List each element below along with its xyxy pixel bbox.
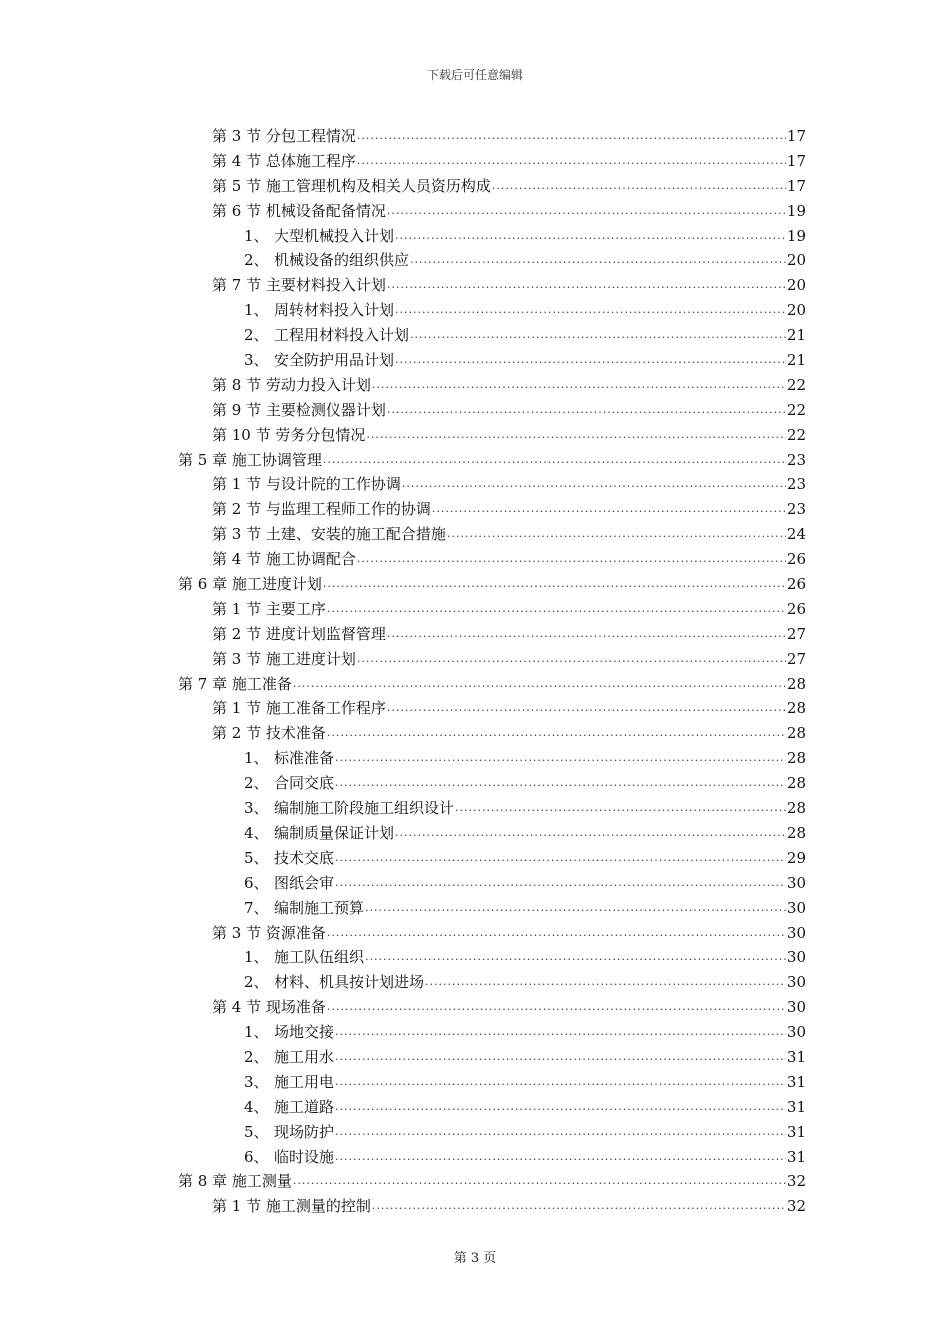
toc-entry-page: 30	[786, 898, 806, 917]
toc-entry-number: 5、	[244, 848, 269, 867]
toc-entry-page: 22	[786, 400, 806, 419]
toc-entry[interactable]	[0, 846, 806, 871]
toc-dot-leader	[366, 423, 786, 448]
toc-entry-page: 28	[786, 724, 806, 743]
toc-dot-leader	[335, 1095, 786, 1120]
toc-entry[interactable]	[0, 273, 806, 298]
toc-entry[interactable]	[0, 622, 806, 647]
toc-entry-label	[212, 174, 492, 199]
toc-entry-label	[244, 945, 365, 970]
toc-entry-page: 30	[786, 948, 806, 967]
toc-entry-page: 17	[786, 127, 806, 145]
toc-dot-leader	[410, 248, 786, 273]
toc-entry-text: 第 5 节 施工管理机构及相关人员资历构成	[212, 176, 491, 195]
toc-entry-label	[212, 398, 387, 423]
toc-entry-label	[212, 149, 357, 174]
toc-entry-label	[212, 647, 357, 672]
table-of-contents	[0, 124, 950, 1219]
toc-entry-label	[244, 1120, 335, 1145]
toc-entry-page: 30	[786, 998, 806, 1017]
toc-entry-text: 安全防护用品计划	[274, 351, 395, 370]
toc-entry-page: 31	[786, 1072, 806, 1091]
toc-entry-text: 临时设施	[274, 1147, 335, 1166]
toc-entry-page: 31	[786, 1047, 806, 1066]
toc-dot-leader	[335, 1145, 786, 1170]
toc-entry-text: 第 1 节 施工测量的控制	[212, 1197, 371, 1216]
toc-dot-leader	[372, 373, 786, 398]
toc-entry-text: 第 4 节 施工协调配合	[212, 550, 356, 569]
toc-entry[interactable]	[0, 398, 806, 423]
toc-entry[interactable]	[0, 597, 806, 622]
toc-entry-page: 30	[786, 923, 806, 942]
toc-dot-leader	[293, 1169, 786, 1194]
toc-entry-number: 2、	[244, 1047, 269, 1066]
toc-dot-leader	[335, 1045, 786, 1070]
toc-dot-leader	[335, 1070, 786, 1095]
toc-entry-text: 第 3 节 施工进度计划	[212, 649, 356, 668]
toc-dot-leader	[357, 124, 786, 149]
toc-entry-page: 23	[786, 500, 806, 519]
toc-entry-page: 21	[786, 326, 806, 345]
toc-dot-leader	[335, 846, 786, 871]
toc-entry-label	[244, 1145, 335, 1170]
toc-entry-page: 28	[786, 799, 806, 818]
toc-entry-label	[212, 273, 387, 298]
toc-entry[interactable]	[0, 1120, 806, 1145]
toc-entry-label	[212, 1194, 372, 1219]
toc-entry-text: 第 3 节 资源准备	[212, 923, 326, 942]
toc-dot-leader	[387, 398, 786, 423]
toc-entry[interactable]	[0, 647, 806, 672]
toc-entry-label	[244, 846, 335, 871]
toc-entry-text: 现场防护	[274, 1122, 335, 1141]
toc-entry[interactable]	[0, 721, 806, 746]
toc-entry[interactable]	[0, 871, 806, 896]
toc-entry-text: 场地交接	[274, 1023, 335, 1042]
toc-dot-leader	[335, 871, 786, 896]
toc-entry-page: 29	[786, 848, 806, 867]
toc-dot-leader	[387, 273, 786, 298]
toc-entry[interactable]	[0, 970, 806, 995]
toc-dot-leader	[323, 572, 786, 597]
toc-entry-number: 1、	[244, 749, 269, 768]
toc-dot-leader	[395, 298, 786, 323]
toc-entry[interactable]	[0, 1095, 806, 1120]
toc-entry[interactable]	[0, 1145, 806, 1170]
toc-dot-leader	[357, 647, 786, 672]
toc-entry-page: 19	[786, 201, 806, 220]
toc-entry-page: 28	[786, 699, 806, 718]
toc-entry[interactable]	[0, 945, 806, 970]
page-number: 第 3 页	[453, 1251, 497, 1266]
toc-entry[interactable]	[0, 248, 806, 273]
toc-entry-text: 第 6 节 机械设备配备情况	[212, 201, 386, 220]
toc-entry-text: 工程用材料投入计划	[274, 326, 410, 345]
toc-entry[interactable]	[0, 771, 806, 796]
toc-entry-text: 第 7 章 施工准备	[178, 674, 292, 693]
toc-entry-number: 7、	[244, 898, 269, 917]
toc-entry[interactable]	[0, 547, 806, 572]
toc-entry-text: 施工用水	[274, 1047, 335, 1066]
toc-entry[interactable]	[0, 373, 806, 398]
toc-entry-label	[244, 298, 395, 323]
toc-entry-number: 1、	[244, 226, 269, 245]
toc-entry-label	[212, 921, 327, 946]
toc-dot-leader	[357, 547, 786, 572]
toc-dot-leader	[395, 348, 786, 373]
toc-dot-leader	[357, 149, 786, 174]
toc-entry[interactable]	[0, 199, 806, 224]
toc-entry-text: 第 1 节 主要工序	[212, 599, 326, 618]
toc-entry-label	[244, 821, 395, 846]
toc-entry-text: 第 3 节 分包工程情况	[212, 127, 356, 145]
toc-entry-text: 第 6 章 施工进度计划	[178, 575, 322, 594]
toc-entry-number: 3、	[244, 351, 269, 370]
toc-dot-leader	[432, 497, 786, 522]
toc-entry-text: 第 8 章 施工测量	[178, 1172, 292, 1191]
toc-entry-label	[212, 373, 372, 398]
toc-dot-leader	[455, 796, 786, 821]
toc-entry-label	[212, 995, 327, 1020]
toc-entry-number: 6、	[244, 873, 269, 892]
toc-entry-text: 第 2 节 技术准备	[212, 724, 326, 743]
toc-entry[interactable]	[0, 423, 806, 448]
toc-entry-label	[212, 497, 432, 522]
toc-dot-leader	[387, 199, 786, 224]
toc-entry-text: 标准准备	[274, 749, 335, 768]
toc-entry-number: 6、	[244, 1147, 269, 1166]
toc-entry[interactable]	[0, 348, 806, 373]
toc-entry-text: 施工道路	[274, 1097, 335, 1116]
toc-entry-text: 第 9 节 主要检测仪器计划	[212, 400, 386, 419]
toc-entry[interactable]	[0, 921, 806, 946]
toc-dot-leader	[402, 472, 786, 497]
toc-entry-number: 3、	[244, 799, 269, 818]
toc-entry-label	[178, 572, 323, 597]
toc-entry-label	[212, 721, 327, 746]
toc-entry-label	[178, 448, 323, 473]
toc-dot-leader	[387, 696, 786, 721]
toc-entry-page: 26	[786, 550, 806, 569]
toc-entry-page: 28	[786, 823, 806, 842]
toc-entry-page: 30	[786, 1023, 806, 1042]
toc-dot-leader	[327, 921, 786, 946]
toc-entry-text: 施工队伍组织	[274, 948, 365, 967]
toc-entry-label	[244, 871, 335, 896]
toc-entry[interactable]	[0, 497, 806, 522]
toc-entry-number: 1、	[244, 301, 269, 320]
toc-entry[interactable]	[0, 1169, 806, 1194]
toc-dot-leader	[327, 597, 786, 622]
toc-entry-text: 合同交底	[274, 774, 335, 793]
toc-entry[interactable]	[0, 995, 806, 1020]
toc-entry-label	[212, 423, 366, 448]
toc-entry[interactable]	[0, 224, 806, 249]
toc-entry-number: 3、	[244, 1072, 269, 1091]
toc-entry-text: 第 4 节 总体施工程序	[212, 151, 356, 170]
toc-entry-label	[178, 1169, 293, 1194]
toc-entry-page: 32	[786, 1197, 806, 1216]
toc-entry-label	[244, 1095, 335, 1120]
toc-entry-page: 22	[786, 375, 806, 394]
toc-entry[interactable]	[0, 174, 806, 199]
toc-dot-leader	[365, 945, 786, 970]
toc-dot-leader	[327, 995, 786, 1020]
toc-entry-number: 5、	[244, 1122, 269, 1141]
toc-dot-leader	[410, 323, 786, 348]
toc-entry[interactable]	[0, 696, 806, 721]
toc-entry-number: 2、	[244, 251, 269, 270]
toc-entry[interactable]	[0, 821, 806, 846]
toc-entry-label	[212, 124, 357, 149]
toc-entry-page: 20	[786, 276, 806, 295]
toc-entry[interactable]	[0, 472, 806, 497]
toc-entry-page: 26	[786, 575, 806, 594]
toc-entry-text: 第 2 节 与监理工程师工作的协调	[212, 500, 431, 519]
toc-dot-leader	[447, 522, 786, 547]
toc-entry-text: 编制施工预算	[274, 898, 365, 917]
toc-dot-leader	[372, 1194, 786, 1219]
toc-entry-label	[244, 970, 425, 995]
toc-dot-leader	[335, 746, 786, 771]
toc-entry-text: 第 3 节 土建、安装的施工配合措施	[212, 525, 446, 544]
toc-entry-page: 22	[786, 425, 806, 444]
toc-entry-text: 第 7 节 主要材料投入计划	[212, 276, 386, 295]
toc-entry-text: 第 8 节 劳动力投入计划	[212, 375, 371, 394]
toc-entry-text: 第 10 节 劳务分包情况	[212, 425, 366, 444]
toc-entry-number: 4、	[244, 1097, 269, 1116]
toc-entry-page: 24	[786, 525, 806, 544]
toc-dot-leader	[365, 896, 786, 921]
toc-entry-text: 施工用电	[274, 1072, 335, 1091]
toc-entry[interactable]	[0, 572, 806, 597]
toc-entry[interactable]	[0, 1045, 806, 1070]
toc-entry-label	[244, 248, 410, 273]
toc-entry-page: 31	[786, 1147, 806, 1166]
toc-entry-label	[178, 672, 293, 697]
toc-entry-page: 32	[786, 1172, 806, 1191]
toc-entry-label	[244, 348, 395, 373]
toc-entry-label	[212, 547, 357, 572]
toc-dot-leader	[323, 448, 786, 473]
toc-entry-page: 27	[786, 624, 806, 643]
toc-entry-label	[212, 199, 387, 224]
toc-entry-number: 2、	[244, 774, 269, 793]
toc-entry-text: 技术交底	[274, 848, 335, 867]
toc-entry-number: 4、	[244, 823, 269, 842]
toc-entry[interactable]	[0, 149, 806, 174]
toc-entry-text: 第 5 章 施工协调管理	[178, 450, 322, 469]
toc-dot-leader	[425, 970, 786, 995]
toc-entry-text: 编制质量保证计划	[274, 823, 395, 842]
toc-entry-label	[244, 224, 395, 249]
toc-entry[interactable]	[0, 448, 806, 473]
toc-entry[interactable]	[0, 796, 806, 821]
toc-entry[interactable]	[0, 1070, 806, 1095]
toc-entry-label	[244, 1070, 335, 1095]
toc-entry-page: 17	[786, 176, 806, 195]
toc-entry-label	[244, 746, 335, 771]
toc-entry-number: 2、	[244, 326, 269, 345]
toc-dot-leader	[335, 771, 786, 796]
toc-entry-page: 31	[786, 1122, 806, 1141]
toc-entry[interactable]	[0, 896, 806, 921]
toc-entry-text: 图纸会审	[274, 873, 335, 892]
toc-entry-label	[212, 696, 387, 721]
toc-entry-text: 第 1 节 与设计院的工作协调	[212, 475, 401, 494]
toc-entry[interactable]	[0, 124, 806, 149]
toc-entry-page: 23	[786, 450, 806, 469]
toc-entry-page: 20	[786, 301, 806, 320]
toc-entry-page: 28	[786, 674, 806, 693]
toc-entry[interactable]	[0, 1194, 806, 1219]
toc-dot-leader	[395, 821, 786, 846]
toc-dot-leader	[335, 1120, 786, 1145]
toc-entry-text: 机械设备的组织供应	[274, 251, 410, 270]
toc-entry-label	[244, 771, 335, 796]
toc-entry-label	[212, 522, 447, 547]
toc-entry-label	[244, 796, 455, 821]
toc-entry-page: 20	[786, 251, 806, 270]
toc-entry-label	[244, 323, 410, 348]
toc-entry-label	[244, 896, 365, 921]
toc-entry-text: 第 4 节 现场准备	[212, 998, 326, 1017]
toc-entry[interactable]	[0, 298, 806, 323]
toc-entry-text: 编制施工阶段施工组织设计	[274, 799, 455, 818]
toc-entry-label	[244, 1020, 335, 1045]
toc-dot-leader	[293, 672, 786, 697]
toc-entry-page: 19	[786, 226, 806, 245]
toc-entry-page: 28	[786, 774, 806, 793]
toc-entry-text: 第 1 节 施工准备工作程序	[212, 699, 386, 718]
toc-dot-leader	[327, 721, 786, 746]
toc-dot-leader	[387, 622, 786, 647]
toc-entry-page: 30	[786, 873, 806, 892]
toc-entry-page: 31	[786, 1097, 806, 1116]
toc-entry-text: 大型机械投入计划	[274, 226, 395, 245]
toc-entry[interactable]	[0, 1020, 806, 1045]
toc-entry-page: 21	[786, 351, 806, 370]
toc-dot-leader	[335, 1020, 786, 1045]
toc-entry-page: 23	[786, 475, 806, 494]
toc-entry-number: 2、	[244, 973, 269, 992]
toc-entry-number: 1、	[244, 948, 269, 967]
toc-entry-page: 28	[786, 749, 806, 768]
toc-entry-text: 周转材料投入计划	[274, 301, 395, 320]
toc-entry-label	[212, 622, 387, 647]
toc-entry[interactable]	[0, 672, 806, 697]
toc-entry-page: 30	[786, 973, 806, 992]
toc-entry[interactable]	[0, 323, 806, 348]
toc-entry-label	[244, 1045, 335, 1070]
toc-entry-page: 26	[786, 599, 806, 618]
toc-entry-label	[212, 597, 327, 622]
toc-entry-number: 1、	[244, 1023, 269, 1042]
toc-entry[interactable]	[0, 522, 806, 547]
toc-dot-leader	[395, 224, 786, 249]
toc-entry-page: 17	[786, 151, 806, 170]
toc-entry-text: 第 2 节 进度计划监督管理	[212, 624, 386, 643]
toc-entry-label	[212, 472, 402, 497]
toc-dot-leader	[492, 174, 786, 199]
toc-entry[interactable]	[0, 746, 806, 771]
toc-entry-page: 27	[786, 649, 806, 668]
toc-entry-text: 材料、机具按计划进场	[274, 973, 425, 992]
page-header: 下载后可任意编辑	[426, 68, 523, 82]
